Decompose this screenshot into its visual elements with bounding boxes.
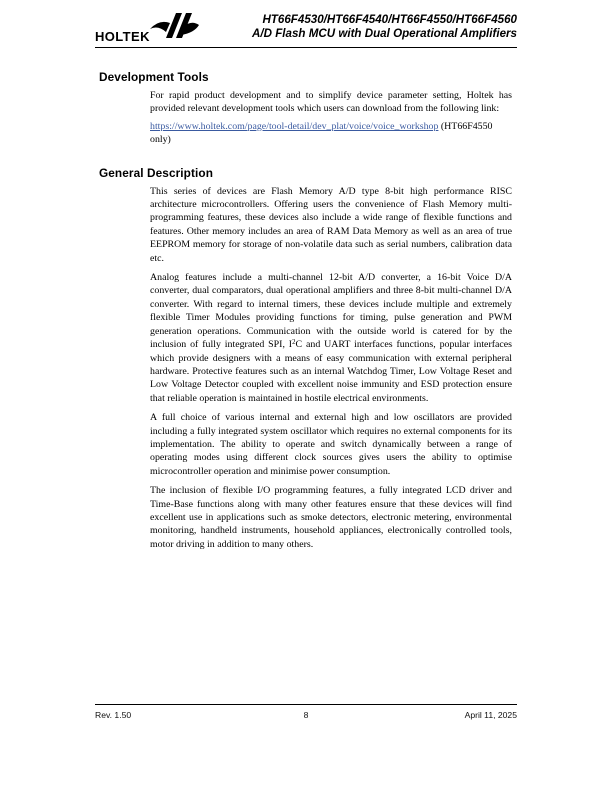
footer-row — [95, 705, 517, 720]
page-content — [95, 70, 517, 551]
general-description-paragraph-1: This series of devices are Flash Memory A/D type 8-bit high performance RISC architecture microcontrollers. Offering users the convenience of Flash Memory multi-programming features, these devices also include a wide range of flexible functions and features. Other memory includes an area of RAM Data Memory as well as an area of true EEPROM memory for storage of non-volatile data such as serial numbers, calibration data etc. — [150, 185, 512, 264]
development-tools-paragraph: For rapid product development and to simplify device parameter setting, Holtek has provided relevant development tools which users can download from the following link: — [150, 90, 512, 115]
document-title-line2: A/D Flash MCU with Dual Operational Amplifiers — [252, 26, 517, 40]
holtek-wings-icon — [149, 11, 199, 42]
paragraph-2-part2: C and UART interfaces functions, popular interfaces which provide designers with a means of easy communication with external peripheral hardware. Protective features such as an internal Watchdog Timer, Low Voltage Reset and Low Voltage Detector coupled with excellent noise immunity and ESD protection ensure that reliable operation is maintained in hostile electrical environments. — [150, 339, 513, 404]
holtek-logo-text: HOLTEK — [95, 29, 150, 44]
general-description-paragraph-4: The inclusion of flexible I/O programming features, a fully integrated LCD driver and Time-Base functions along with many other features ensure that these devices will find excellent use in applications such as smoke detectors, electronic metering, environmental monitoring, handheld instruments, household appliances, electronically controlled tools, motor driving in addition to many others. — [150, 485, 512, 550]
link-suffix-text: (HT66F4550 only) — [150, 120, 493, 146]
header-divider — [95, 47, 517, 48]
section-heading-development-tools: Development Tools — [99, 70, 209, 84]
footer-date: April 11, 2025 — [464, 710, 517, 720]
footer-page-number: 8 — [303, 710, 309, 720]
footer-revision: Rev. 1.50 — [95, 710, 132, 720]
document-title — [252, 11, 517, 40]
development-tools-link-line — [150, 120, 512, 147]
general-description-paragraph-3: A full choice of various internal and external high and low oscillators are provided including a fully integrated system oscillator which requires no external components for its implementation. The ability to operate and switch dynamically between a range of operating modes using different clock sources gives users the ability to optimise microcontroller operation and minimise power consumption. — [150, 412, 512, 477]
general-description-paragraph-2 — [150, 271, 512, 405]
tool-download-link[interactable]: https://www.holtek.com/page/tool-detail/dev_plat/voice/voice_workshop — [150, 120, 439, 132]
page-footer — [95, 704, 517, 720]
section-heading-general-description: General Description — [99, 165, 214, 180]
i2c-superscript: 2 — [292, 339, 296, 347]
holtek-logo — [95, 11, 207, 44]
document-title-line1: HT66F4530/HT66F4540/HT66F4550/HT66F4560 — [262, 13, 517, 26]
page-header — [0, 0, 612, 44]
paragraph-2-part1: Analog features include a multi-channel 12-bit A/D converter, a 16-bit Voice D/A converter, dual comparators, dual operational amplifiers and three 8-bit multi-channel D/A converter. With regard to internal timers, these devices include multiple and extremely flexible Timer Modules providing functions for timing, pulse generation and PWM generation operations. Communication with the outside world is catered for by the inclusion of fully integrated SPI, I — [150, 272, 512, 351]
